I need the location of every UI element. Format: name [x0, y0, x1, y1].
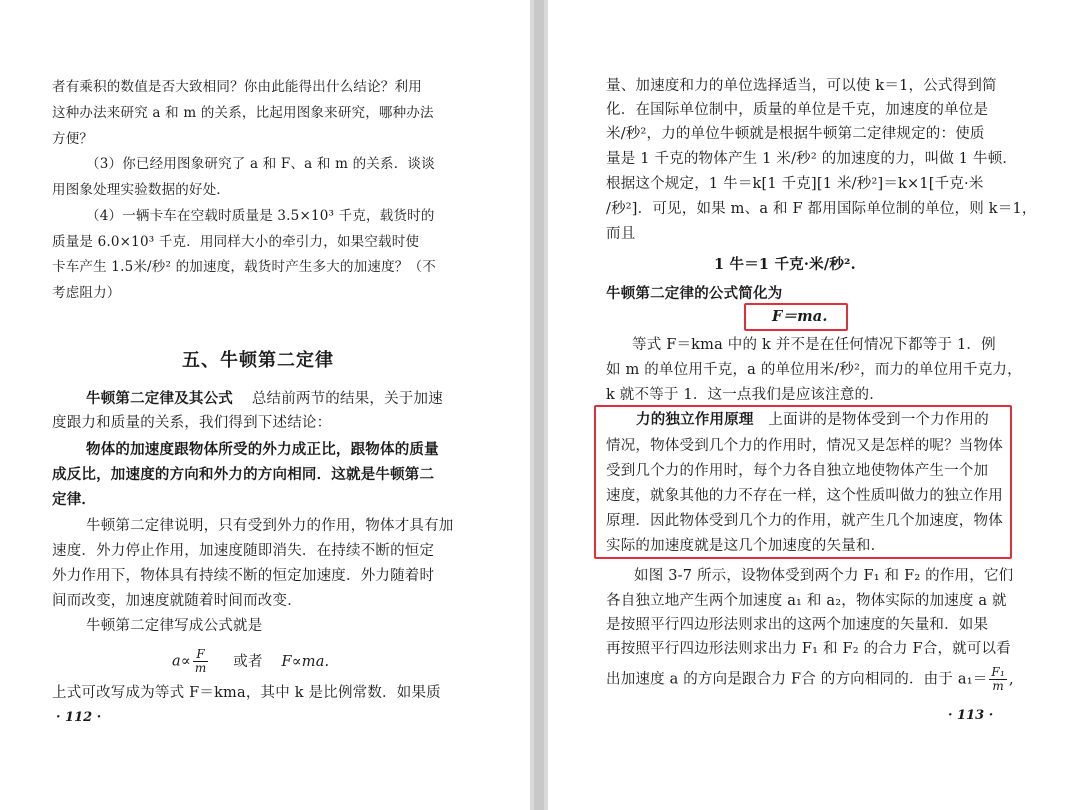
formula-suffix: F∝ma. [281, 653, 330, 670]
scroll-divider [534, 0, 544, 810]
left-line-1: 者有乘积的数值是否大致相同？你由此能得出什么结论？利用 [52, 79, 422, 95]
left-line-7: 质量是 6.0×10³ 千克．用同样大小的牵引力，如果空载时使 [52, 234, 420, 250]
right-line-2: 化．在国际单位制中，质量的单位是千克，加速度的单位是 [606, 102, 989, 118]
right-bottom-line-2: 各自独立地产生两个加速度 a₁ 和 a₂，物体实际的加速度 a 就 [606, 593, 1007, 609]
left-page-number: · 112 · [56, 710, 102, 725]
independence-line-6: 实际的加速度就是这几个加速度的矢量和． [606, 538, 886, 554]
formula-fraction [193, 648, 209, 675]
proportional-formula [172, 648, 329, 675]
acceleration-fraction [989, 666, 1007, 693]
right-last-text: 出加速度 a 的方向是跟合力 F合 的方向相同的．由于 a₁＝ [606, 671, 988, 688]
para2-line-5: 牛顿第二定律写成公式就是 [86, 618, 263, 634]
law-line-2: 成反比，加速度的方向和外力的方向相同．这就是牛顿第二 [52, 466, 435, 483]
independence-heading: 力的独立作用原理 [636, 411, 754, 428]
independence-line-5: 原理．因此物体受到几个力的作用，就产生几个加速度，物体 [606, 513, 1003, 529]
right-bottom-line-1: 如图 3-7 所示，设物体受到两个力 F₁ 和 F₂ 的作用，它们 [634, 568, 1014, 584]
unit-equation: 1 牛＝1 千克·米/秒². [714, 256, 856, 273]
para2-line-2: 速度．外力停止作用，加速度随即消失．在持续不断的恒定 [52, 543, 435, 559]
simplify-heading: 牛顿第二定律的公式简化为 [606, 285, 783, 302]
formula-prefix: a∝ [172, 653, 191, 670]
right-page [548, 0, 1080, 810]
left-line-5: 用图象处理实验数据的好处． [52, 182, 231, 198]
acceleration-numerator: F₁ [991, 665, 1005, 679]
left-line-8: 卡车产生 1.5米/秒² 的加速度，载货时产生多大的加速度？（不 [52, 259, 436, 275]
right-last-line [606, 666, 1014, 693]
para1-line-2: 度跟力和质量的关系，我们得到下述结论： [52, 415, 332, 431]
para2-line-1: 牛顿第二定律说明，只有受到外力的作用，物体才具有加 [86, 518, 454, 534]
right-line-4: 量是 1 千克的物体产生 1 米/秒² 的加速度的力，叫做 1 牛顿． [606, 151, 1018, 167]
left-line-9: 考虑阻力） [52, 285, 121, 301]
section-title: 五、牛顿第二定律 [182, 350, 334, 371]
para2-line-4: 间而改变，加速度就随着时间而改变． [52, 593, 302, 609]
right-last-tail: , [1008, 671, 1014, 688]
simple-formula: F＝ma. [772, 308, 828, 325]
independence-line-4: 速度，就象其他的力不存在一样，这个性质叫做力的独立作用 [606, 488, 1003, 504]
para1-rest: 总结前两节的结果，关于加速 [251, 391, 443, 407]
right-mid-line-1: 等式 F＝kma 中的 k 并不是在任何情况下都等于 1．例 [632, 337, 996, 353]
right-line-6: /秒²]．可见，如果 m、a 和 F 都用国际单位制的单位，则 k＝1， [606, 201, 1037, 217]
right-mid-line-3: k 就不等于 1．这一点我们是应该注意的． [606, 387, 884, 403]
formula-denominator: m [194, 661, 207, 675]
independence-line-3: 受到几个力的作用时，每个力各自独立地使物体产生一个加 [606, 463, 989, 479]
right-mid-line-2: 如 m 的单位用千克，a 的单位用米/秒²，而力的单位用千克力， [606, 362, 1022, 378]
independence-line-1 [636, 410, 989, 430]
para2-line-3: 外力作用下，物体具有持续不断的恒定加速度．外力随着时 [52, 568, 435, 584]
right-line-1: 量、加速度和力的单位选择适当，可以使 k＝1，公式得到简 [606, 78, 997, 94]
right-line-5: 根据这个规定，1 牛＝k[1 千克][1 米/秒²]＝k×1[千克·米 [606, 176, 984, 192]
acceleration-denominator: m [992, 679, 1004, 693]
formula-numerator: F [193, 648, 209, 662]
left-line-4: （3）你已经用图象研究了 a 和 F、a 和 m 的关系．谈谈 [86, 156, 435, 172]
right-line-7: 而且 [606, 226, 636, 242]
formula-middle: 或者 [233, 653, 263, 670]
left-last-line: 上式可改写成为等式 F＝kma，其中 k 是比例常数．如果质 [52, 685, 441, 701]
right-bottom-line-4: 再按照平行四边形法则求出力 F₁ 和 F₂ 的合力 F合，就可以看 [606, 641, 1011, 657]
law-line-3: 定律． [52, 491, 97, 508]
para1-line-1 [86, 389, 443, 409]
left-line-6: （4）一辆卡车在空载时质量是 3.5×10³ 千克，载货时的 [86, 208, 435, 224]
right-bottom-line-3: 是按照平行四边形法则求出的这两个加速度的矢量和．如果 [606, 617, 989, 633]
law-line-1: 物体的加速度跟物体所受的外力成正比，跟物体的质量 [86, 441, 439, 458]
left-line-3: 方便？ [52, 131, 94, 147]
right-line-3: 米/秒²，力的单位牛顿就是根据牛顿第二定律规定的：使质 [606, 126, 985, 142]
para1-bold-heading: 牛顿第二定律及其公式 [86, 390, 233, 407]
independence-line-2: 情况，物体受到几个力的作用时，情况又是怎样的呢？当物体 [606, 438, 1003, 454]
left-page [0, 0, 530, 810]
right-page-number: · 113 · [948, 708, 994, 723]
left-line-2: 这种办法来研究 a 和 m 的关系，比起用图象来研究，哪种办法 [52, 105, 434, 121]
independence-first: 上面讲的是物体受到一个力作用的 [768, 412, 989, 428]
